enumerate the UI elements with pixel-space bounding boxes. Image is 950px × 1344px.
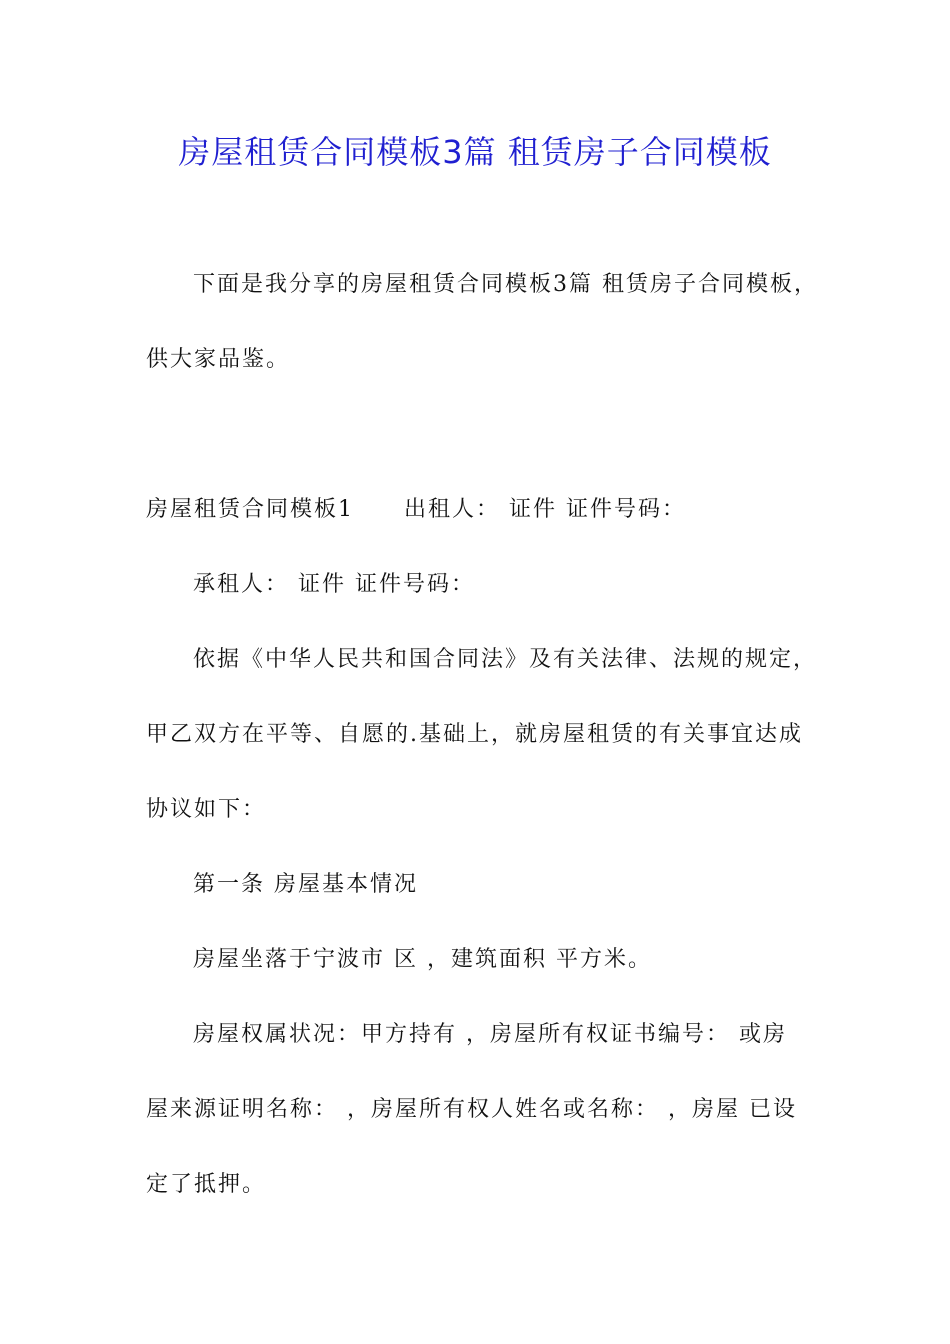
lessee-line: 承租人： 证件 证件号码： [193,572,475,597]
document-title: 房屋租赁合同模板3篇 租赁房子合同模板 [178,133,772,171]
paragraph-line: 甲乙双方在平等、自愿的.基础上，就房屋租赁的有关事宜达成 [146,722,803,747]
paragraph-line: 供大家品鉴。 [146,347,291,372]
section-heading: 房屋租赁合同模板1 [146,497,354,522]
paragraph-line: 下面是我分享的房屋租赁合同模板3篇 租赁房子合同模板， [193,272,818,297]
lessor-line: 出租人： 证件 证件号码： [404,497,686,522]
paragraph-line: 房屋坐落于宁波市 区 ，建筑面积 平方米。 [193,947,652,972]
paragraph-line: 定了抵押。 [146,1172,267,1197]
paragraph-line: 房屋权属状况：甲方持有 ，房屋所有权证书编号： 或房 [193,1022,787,1047]
article-heading: 第一条 房屋基本情况 [193,872,418,897]
paragraph-line: 协议如下： [146,797,267,822]
paragraph-line: 依据《中华人民共和国合同法》及有关法律、法规的规定， [193,647,818,672]
paragraph-line: 屋来源证明名称： ，房屋所有权人姓名或名称： ，房屋 已设 [146,1097,797,1122]
section-heading-line [146,495,686,525]
